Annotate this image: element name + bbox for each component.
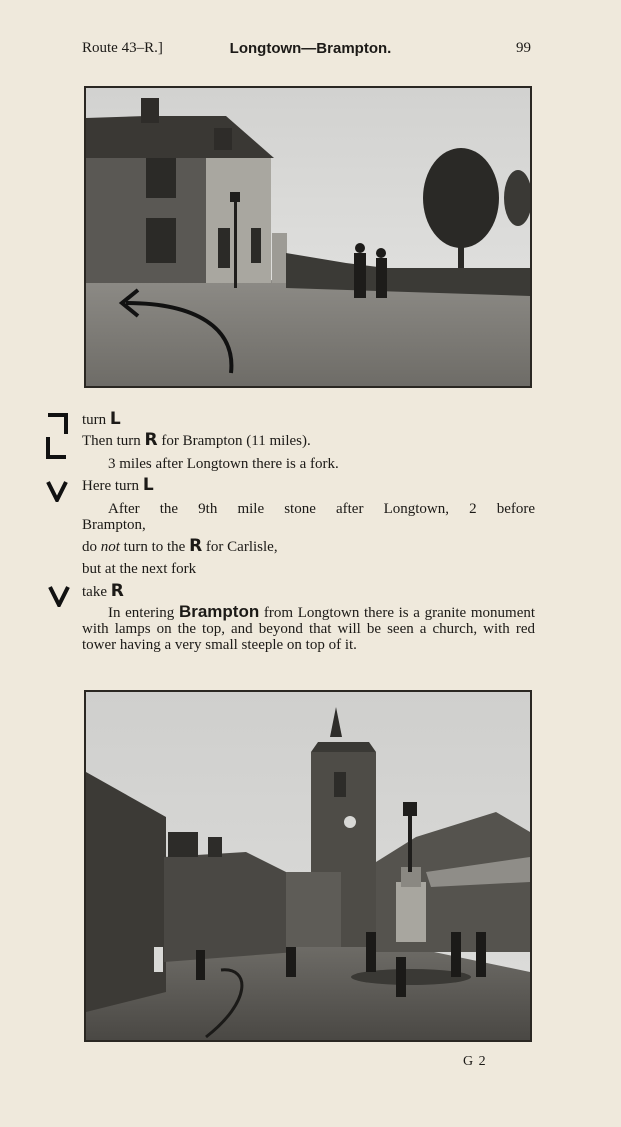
direction-line-2: Then turn R for Brampton (11 miles). xyxy=(82,430,311,450)
page-number: 99 xyxy=(516,40,531,56)
margin-turn-marker xyxy=(46,412,68,460)
turn-right-sign-3: R xyxy=(110,581,124,601)
direction-line-9: take R xyxy=(82,581,124,601)
turn-right-sign-2: R xyxy=(189,536,203,556)
direction-line-4: Here turn L xyxy=(82,475,154,495)
turn-left-sign-2: L xyxy=(142,475,154,495)
signature-mark: G 2 xyxy=(463,1054,487,1069)
direction-line-6: Brampton, xyxy=(82,517,146,533)
direction-line-1: turn L xyxy=(82,409,121,429)
brampton-town-name: Brampton xyxy=(178,602,260,621)
turn-left-sign: L xyxy=(109,409,121,429)
direction-line-7: do not turn to the R for Carlisle, xyxy=(82,536,278,556)
margin-fork-marker xyxy=(46,480,68,502)
brampton-description: In entering Brampton from Longtown there is a granite monument with lamps on the top, and beyond that will be seen a church, with red tower having a very small steeple on top of it. xyxy=(82,602,536,653)
direction-line-5: After the 9th mile stone after Longtown, 2 before xyxy=(108,501,535,517)
margin-fork-marker-2 xyxy=(48,585,70,607)
direction-line-3: 3 miles after Longtown there is a fork. xyxy=(108,456,339,472)
route-label: Route 43–R.] xyxy=(82,40,163,56)
photo-top-junction xyxy=(84,86,532,388)
turn-right-sign: R xyxy=(144,430,158,450)
page-title: Longtown—Brampton. xyxy=(229,40,392,57)
photo-bottom-brampton xyxy=(84,690,532,1042)
direction-line-8: but at the next fork xyxy=(82,561,197,577)
